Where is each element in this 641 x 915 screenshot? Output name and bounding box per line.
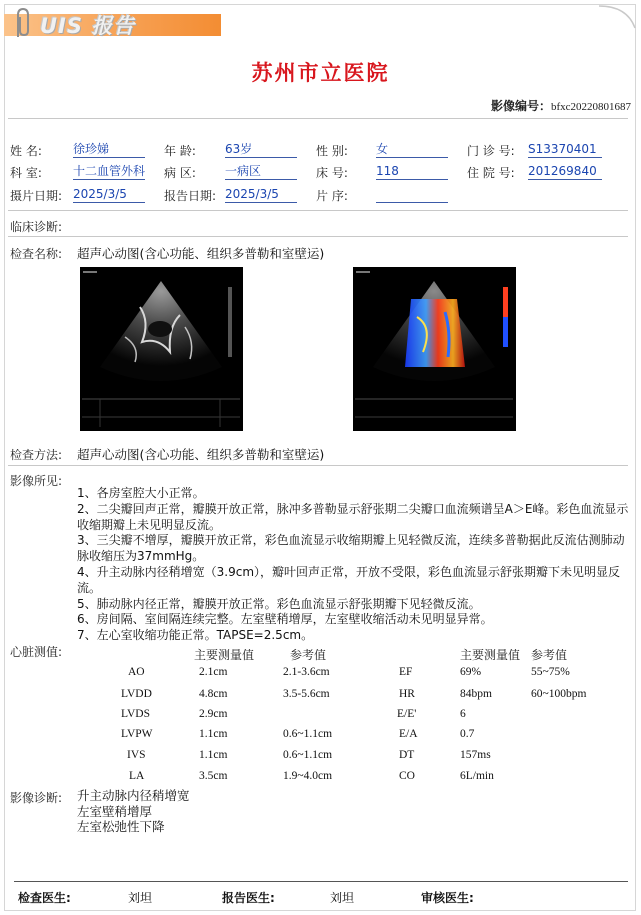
cardiac-value: 2.9cm [199,708,228,720]
cardiac-name: LVPW [121,728,153,740]
image-number-value: bfxc20220801687 [550,101,631,113]
image-number-label: 影像编号： [490,99,551,113]
report-tab [4,4,221,38]
bed-label: 床 号: [316,166,348,180]
ward-label: 病 区: [164,166,196,180]
cardiac-header-ref-right: 参考值 [531,648,568,662]
tab-title: UIS 报告 [40,14,136,38]
cardiac-value: 1.1cm [199,728,228,740]
finding-item: 4、升主动脉内径稍增宽（3.9cm），瓣叶回声正常，开放不受限，彩色血流显示舒张期瓣下未见明显反流。 [77,564,621,595]
name-label: 姓 名: [10,144,42,158]
cardiac-header-ref-left: 参考值 [290,648,327,662]
diagnosis-list [77,788,190,835]
cardiac-name: LVDD [121,688,152,700]
exam-doctor-value: 刘坦 [128,891,153,905]
findings-list [77,486,632,644]
diagnosis-item: 左室壁稍增厚 [77,803,153,819]
name-value: 徐珍娣 [73,141,145,158]
cardiac-ref: 0.6~1.1cm [283,749,333,761]
report-date-label: 报告日期: [164,189,217,203]
cardiac-ref: 3.5-5.6cm [283,688,330,700]
ward-value: 一病区 [225,163,297,180]
cardiac-name: E/E' [397,708,417,720]
cardiac-ref: 2.1-3.6cm [283,666,330,678]
findings-label: 影像所见: [10,474,63,488]
header-divider [8,118,628,119]
age-value: 63岁 [225,141,297,158]
cardiac-ref: 0.6~1.1cm [283,728,333,740]
cardiac-label: 心脏测值: [10,645,63,659]
cardiac-value: 2.1cm [199,666,228,678]
cardiac-name: CO [399,770,415,782]
cardiac-name: HR [399,688,415,700]
clinical-diag-label: 临床诊断: [10,220,63,234]
inpatient-label: 住 院 号: [467,166,515,180]
report-doctor-value: 刘坦 [330,891,355,905]
exam-method-label: 检查方法: [10,448,63,462]
finding-item: 2、二尖瓣回声正常，瓣膜开放正常，脉冲多普勒显示舒张期二尖瓣口血流频谱呈A＞E峰。彩色血流显示收缩期瓣上未见明显反流。 [77,501,629,532]
finding-item: 1、各房室腔大小正常。 [77,486,205,500]
cardiac-header-main-right: 主要测量值 [460,648,521,662]
dept-value: 十二血管外科 [73,164,145,178]
cardiac-name: LA [129,770,145,782]
cardiac-name: EF [399,666,413,678]
exam-doctor-label: 检查医生: [18,891,71,905]
cardiac-value: 1.1cm [199,749,228,761]
finding-item: 5、肺动脉内径正常，瓣膜开放正常。彩色血流显示舒张期瓣下见轻微反流。 [77,596,481,611]
cardiac-value: 3.5cm [199,770,228,782]
report-doctor-label: 报告医生: [222,891,275,905]
paper-clip-icon [10,7,34,39]
cardiac-value: 6 [460,708,466,720]
report-doctor [222,889,275,906]
ultrasound-image-color-doppler [353,267,516,431]
bed-value: 118 [376,163,448,180]
finding-item: 3、三尖瓣不增厚，瓣膜开放正常，彩色血流显示收缩期瓣上见轻微反流，连续多普勒据此反流估测肺动脉收缩压为37mmHg。 [77,533,625,564]
footer-divider [14,881,628,882]
clinical-divider [8,236,628,237]
cardiac-value: 0.7 [460,728,475,740]
shoot-date-label: 摄片日期: [10,189,63,203]
cardiac-value: 84bpm [460,688,492,700]
finding-item: 6、房间隔、室间隔连续完整。左室壁稍增厚，左室壁收缩活动未见明显异常。 [77,612,493,627]
exam-doctor [18,889,71,906]
cardiac-value: 69% [460,666,482,678]
exam-method-value: 超声心动图(含心功能、组织多普勒和室壁运) [77,447,325,462]
report-date-value: 2025/3/5 [225,186,297,203]
hospital-title: 苏州市立医院 [251,60,390,85]
review-doctor [421,889,474,906]
cardiac-header-main-left: 主要测量值 [194,648,255,662]
age-label: 年 龄: [164,144,196,158]
cardiac-name: IVS [127,749,146,761]
outpatient-value: S13370401 [528,141,602,158]
method-divider [8,465,628,466]
sex-label: 性 别: [316,144,348,158]
cardiac-value: 6L/min [460,770,494,782]
seq-label: 片 序: [316,189,348,203]
shoot-date-value: 2025/3/5 [73,186,145,203]
cardiac-ref: 55~75% [531,666,570,678]
exam-name-label: 检查名称: [10,247,63,261]
seq-value [376,186,448,203]
cardiac-name: LVDS [121,708,150,720]
dept-label: 科 室: [10,166,42,180]
cardiac-name: AO [128,666,145,678]
cardiac-name: DT [399,749,415,761]
cardiac-ref: 1.9~4.0cm [283,770,333,782]
outpatient-label: 门 诊 号: [467,144,515,158]
inpatient-value: 201269840 [528,163,602,180]
diagnosis-label: 影像诊断: [10,791,63,805]
info-divider [8,210,628,211]
diagnosis-item: 升主动脉内径稍增宽 [77,788,190,803]
cardiac-value: 157ms [460,749,491,761]
finding-item: 7、左心室收缩功能正常。TAPSE=2.5cm。 [77,628,314,643]
image-number [491,97,631,114]
ultrasound-image-grayscale [80,267,243,431]
page-curl-icon [597,4,637,30]
cardiac-ref: 60~100bpm [531,688,587,700]
cardiac-value: 4.8cm [199,688,228,700]
cardiac-name: E/A [399,728,418,740]
sex-value: 女 [376,141,448,158]
diagnosis-item: 左室松弛性下降 [77,819,165,834]
exam-name-value: 超声心动图(含心功能、组织多普勒和室壁运) [77,246,325,261]
review-doctor-label: 审核医生: [421,891,474,905]
